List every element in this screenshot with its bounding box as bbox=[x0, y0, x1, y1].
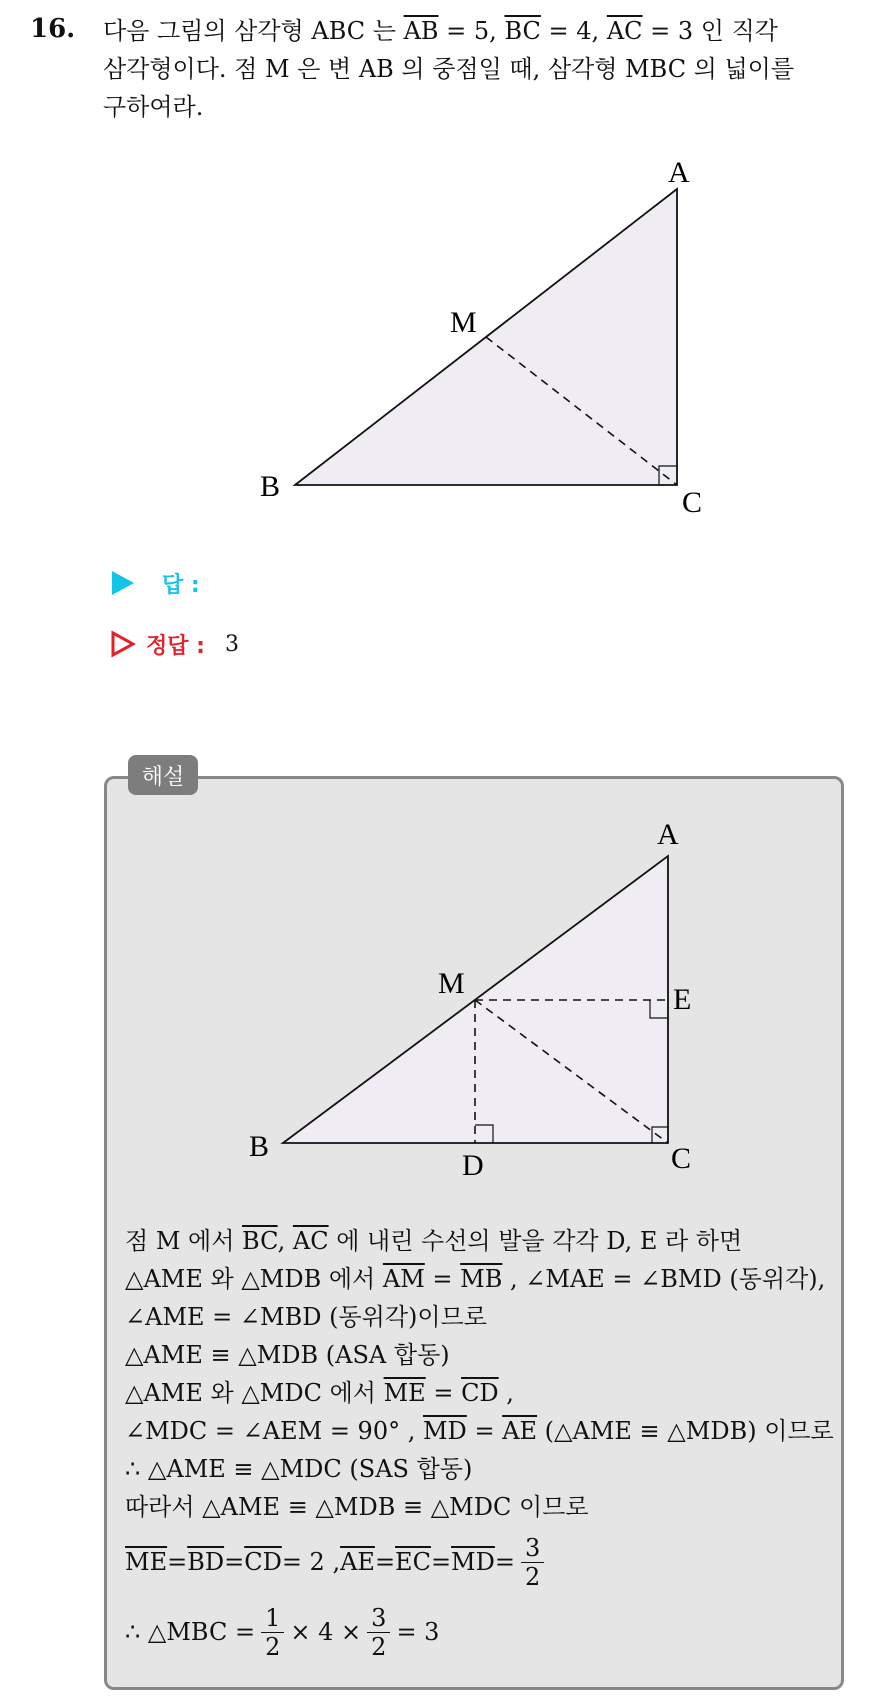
text-run: = bbox=[430, 1548, 452, 1576]
play-filled-icon bbox=[110, 569, 136, 597]
text-run: = 3 bbox=[396, 1618, 440, 1646]
fraction-denominator: 2 bbox=[371, 1632, 387, 1661]
solution-text bbox=[125, 1222, 840, 1664]
text-run: ∴ △AME ≡ △MDC (SAS 합동) bbox=[125, 1455, 473, 1483]
solution-line bbox=[125, 1374, 840, 1412]
text-run: = bbox=[466, 1417, 503, 1445]
fraction-denominator: 2 bbox=[524, 1562, 541, 1591]
label-e: E bbox=[673, 983, 692, 1016]
solution-line bbox=[125, 1336, 840, 1374]
label-m: M bbox=[450, 306, 477, 339]
label-m: M bbox=[438, 967, 465, 1000]
segment-name: $\overline{ME}$ bbox=[125, 1548, 168, 1576]
segment-name: $\overline{AE}$ bbox=[340, 1548, 375, 1576]
text-run: = bbox=[374, 1548, 396, 1576]
fraction-numerator: 1 bbox=[261, 1604, 284, 1633]
segment-name: $\overline{BC}$ bbox=[242, 1227, 278, 1255]
text-run: , ∠MAE = ∠BMD (동위각), bbox=[502, 1265, 826, 1293]
solution-line bbox=[125, 1298, 840, 1336]
solution-line bbox=[125, 1488, 840, 1526]
text-run: (△AME ≡ △MDB) 이므로 bbox=[537, 1417, 834, 1445]
text-run: = bbox=[167, 1548, 188, 1576]
correct-answer-label: 정답 : bbox=[146, 633, 205, 659]
text-run: = 3 인 직각 bbox=[642, 17, 778, 45]
label-c: C bbox=[682, 486, 703, 519]
solution-figure bbox=[0, 800, 884, 1220]
text-run: = 2 , bbox=[281, 1548, 341, 1576]
text-run: 에 내린 수선의 발을 각각 D, E 라 하면 bbox=[328, 1227, 743, 1255]
segment-name: $\overline{BD}$ bbox=[187, 1548, 225, 1576]
text-run: , bbox=[277, 1227, 293, 1255]
segment-name: $\overline{ME}$ bbox=[383, 1379, 426, 1407]
segment-name: $\overline{CD}$ bbox=[461, 1379, 499, 1407]
triangle-figure bbox=[0, 150, 884, 690]
fraction-denominator: 2 bbox=[265, 1632, 281, 1661]
segment-name: $\overline{EC}$ bbox=[395, 1548, 431, 1576]
problem-number: 16. bbox=[30, 14, 76, 44]
label-c: C bbox=[671, 1142, 692, 1175]
segment-name: $\overline{MD}$ bbox=[422, 1417, 467, 1445]
play-outline-icon bbox=[110, 630, 136, 658]
text-run: = bbox=[424, 1265, 461, 1293]
text-run: ∴ △MBC = bbox=[125, 1618, 256, 1646]
question-line bbox=[103, 50, 863, 88]
segment-name: $\overline{MD}$ bbox=[451, 1548, 495, 1576]
label-b: B bbox=[249, 1130, 270, 1163]
text-run: ∠AME = ∠MBD (동위각)이므로 bbox=[125, 1303, 487, 1331]
text-run: 따라서 △AME ≡ △MDB ≡ △MDC 이므로 bbox=[125, 1493, 589, 1521]
text-run: = 5, bbox=[438, 17, 505, 45]
solution-line bbox=[125, 1260, 840, 1298]
solution-line bbox=[125, 1222, 840, 1260]
segment-name: $\overline{AC}$ bbox=[606, 17, 643, 45]
equation-lengths bbox=[125, 1530, 840, 1594]
text-run: 구하여라. bbox=[103, 93, 204, 121]
fraction bbox=[261, 1604, 284, 1661]
correct-answer-value: 3 bbox=[224, 631, 239, 657]
text-run: = bbox=[494, 1548, 515, 1576]
text-run: = bbox=[224, 1548, 245, 1576]
text-run: △AME 와 △MDC 에서 bbox=[125, 1379, 384, 1407]
label-b: B bbox=[260, 470, 281, 503]
answer-prompt-row bbox=[110, 565, 200, 601]
text-run: 다음 그림의 삼각형 ABC 는 bbox=[103, 17, 404, 45]
label-d: D bbox=[462, 1149, 484, 1182]
text-run: = 4, bbox=[540, 17, 607, 45]
segment-name: $\overline{CD}$ bbox=[244, 1548, 282, 1576]
segment-name: $\overline{MB}$ bbox=[460, 1265, 503, 1293]
solution-tag: 해설 bbox=[128, 755, 198, 795]
segment-name: $\overline{AB}$ bbox=[403, 17, 439, 45]
fraction-numerator: 3 bbox=[367, 1604, 390, 1633]
segment-name: $\overline{AC}$ bbox=[292, 1227, 329, 1255]
question-line bbox=[103, 12, 863, 50]
segment-name: $\overline{AM}$ bbox=[382, 1265, 425, 1293]
text-run: △AME ≡ △MDB (ASA 합동) bbox=[125, 1341, 450, 1369]
label-a: A bbox=[668, 156, 690, 189]
text-run: , bbox=[498, 1379, 514, 1407]
fraction bbox=[367, 1604, 390, 1661]
fraction bbox=[521, 1534, 544, 1591]
solution-line bbox=[125, 1412, 840, 1450]
equation-area bbox=[125, 1600, 840, 1664]
fraction-numerator: 3 bbox=[521, 1534, 544, 1563]
text-run: 점 M 에서 bbox=[125, 1227, 243, 1255]
question-line bbox=[103, 88, 863, 126]
label-a: A bbox=[657, 818, 679, 851]
text-run: = bbox=[425, 1379, 462, 1407]
text-run: ∠MDC = ∠AEM = 90° , bbox=[125, 1417, 423, 1445]
segment-name: $\overline{AE}$ bbox=[502, 1417, 538, 1445]
segment-name: $\overline{BC}$ bbox=[504, 17, 541, 45]
answer-label: 답 : bbox=[162, 572, 200, 598]
text-run: 삼각형이다. 점 M 은 변 AB 의 중점일 때, 삼각형 MBC 의 넓이를 bbox=[103, 55, 795, 83]
solution-line bbox=[125, 1450, 840, 1488]
text-run: △AME 와 △MDB 에서 bbox=[125, 1265, 383, 1293]
question-text bbox=[103, 12, 863, 126]
correct-answer-row bbox=[110, 626, 239, 662]
text-run: × 4 × bbox=[290, 1618, 362, 1646]
